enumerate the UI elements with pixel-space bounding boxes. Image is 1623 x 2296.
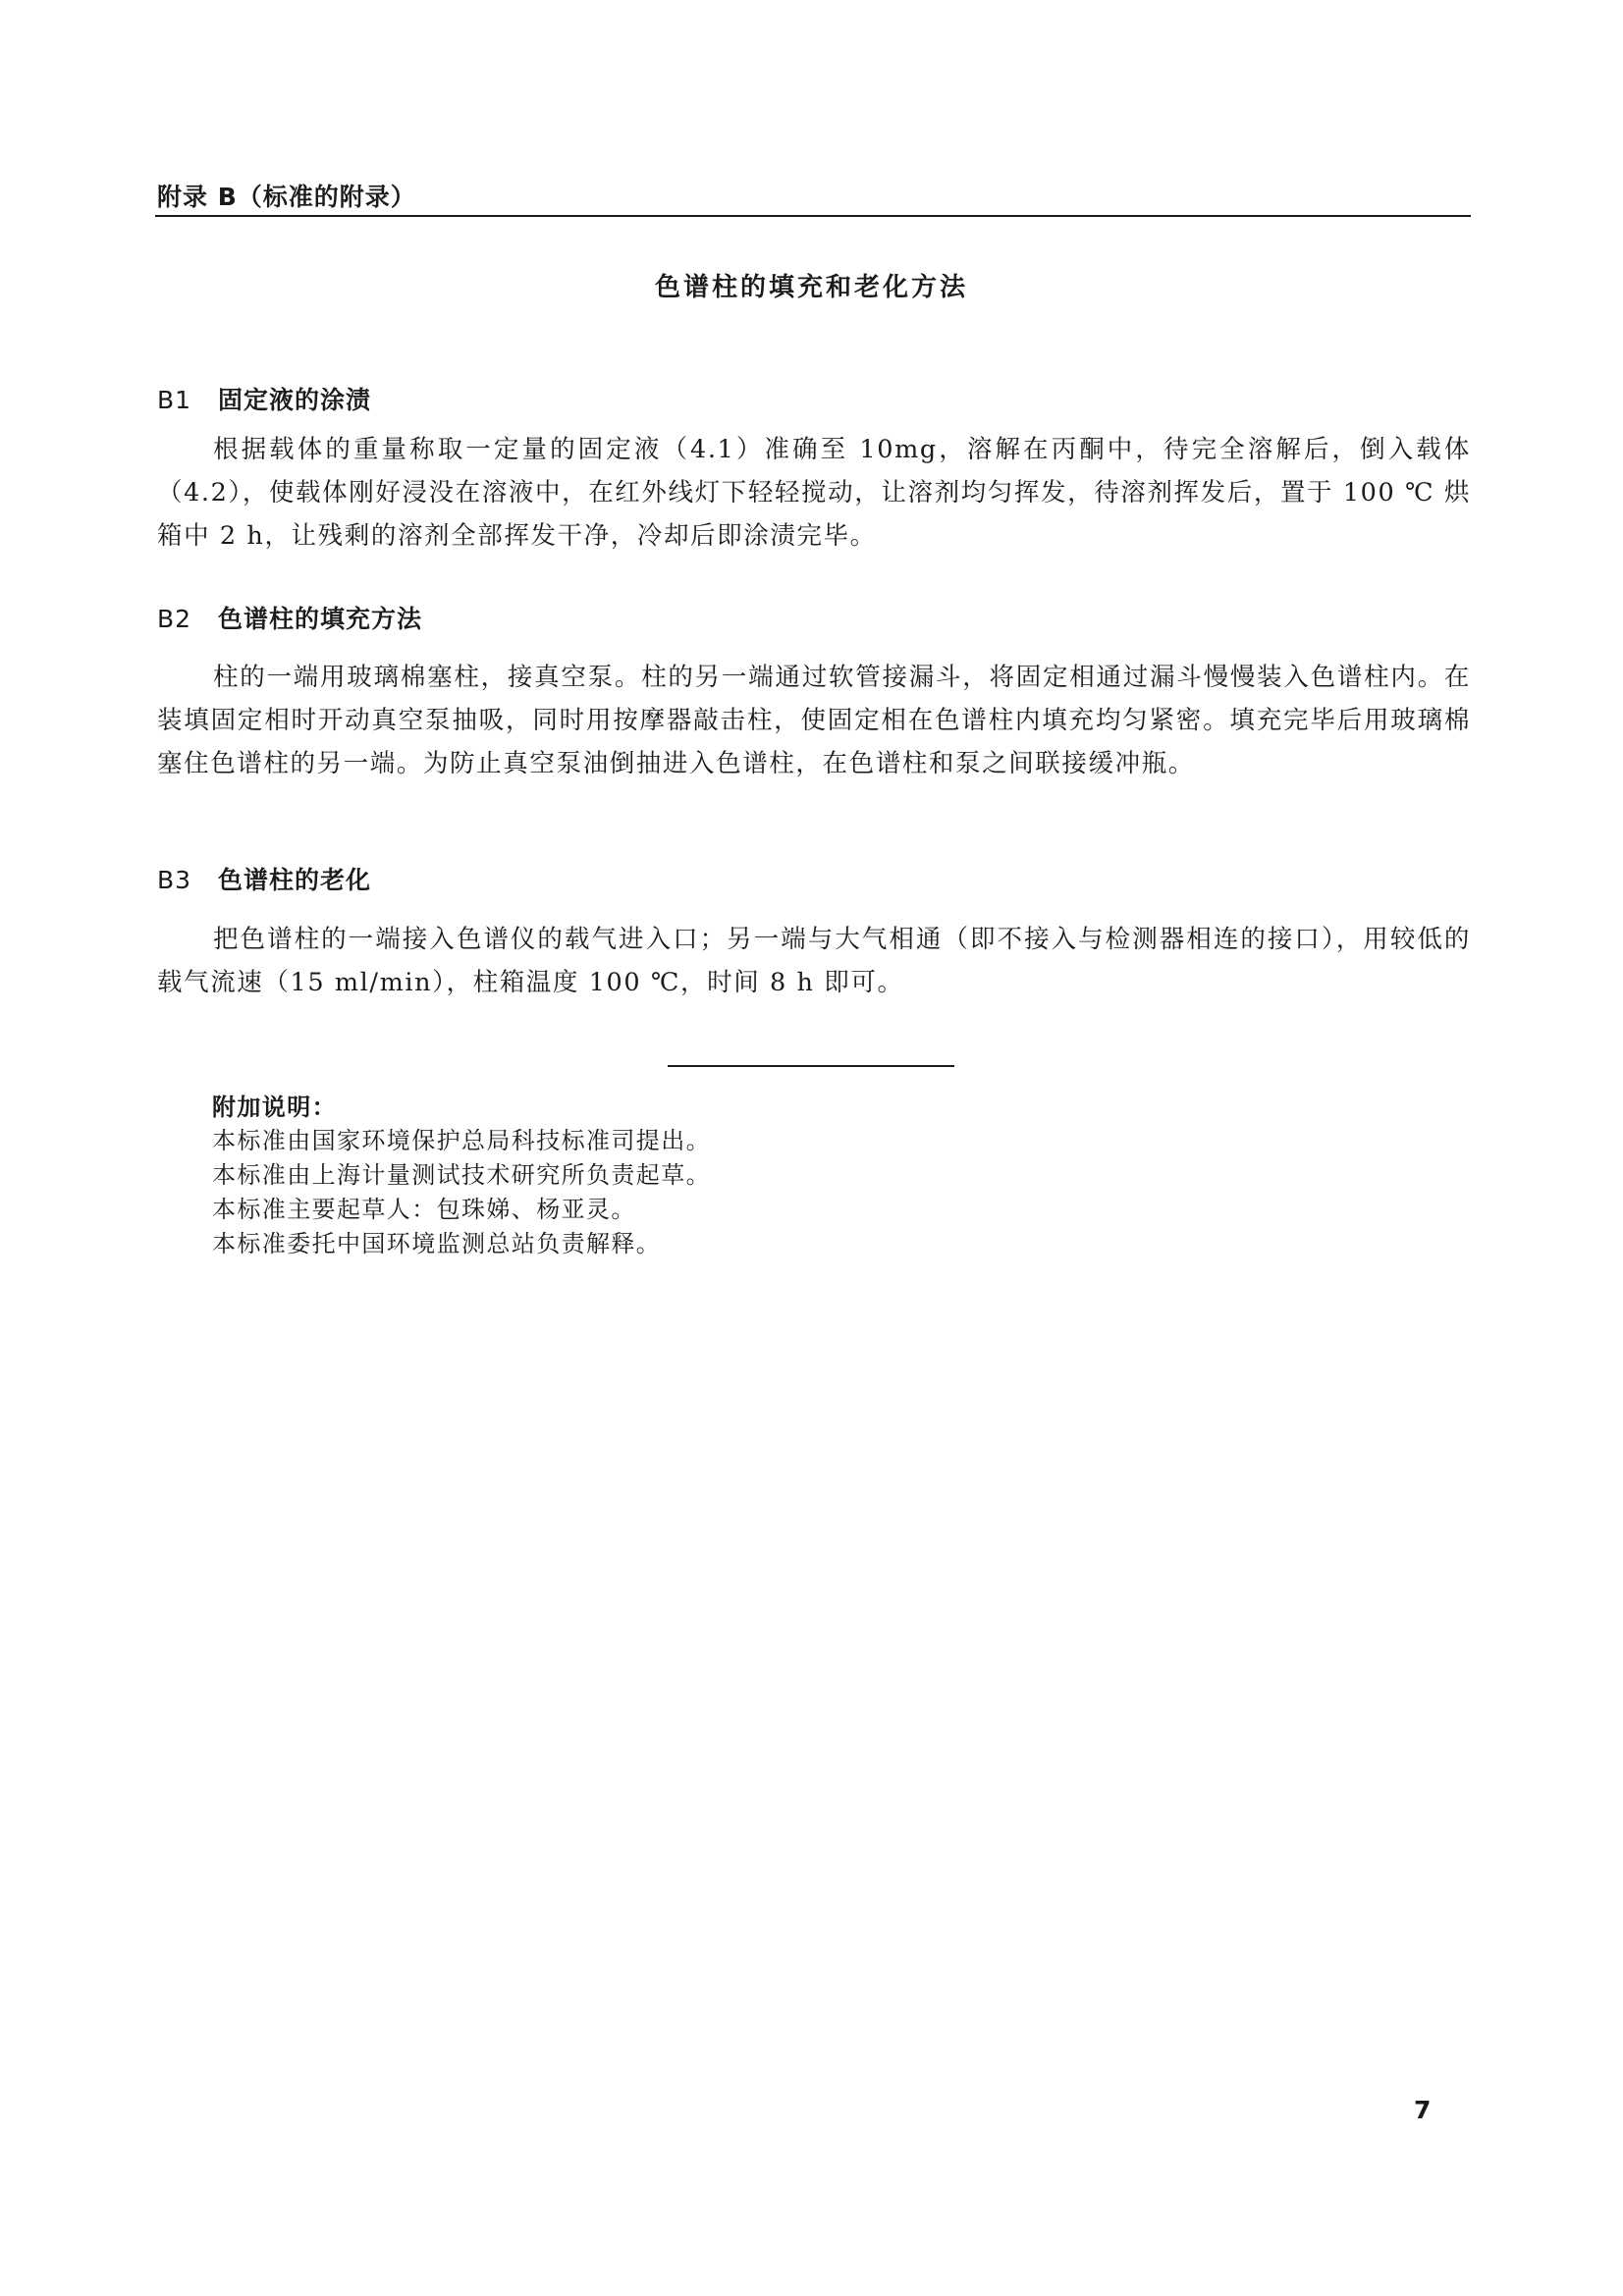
section-paragraph-b2: 柱的一端用玻璃棉塞柱，接真空泵。柱的另一端通过软管接漏斗，将固定相通过漏斗慢慢装入色谱柱内。在装填固定相时开动真空泵抽吸，同时用按摩器敲击柱，使固定相在色谱柱内填充均匀紧密。填充完毕后用玻璃棉塞住色谱柱的另一端。为防止真空泵油倒抽进入色谱柱，在色谱柱和泵之间联接缓冲瓶。 bbox=[157, 663, 1471, 778]
section-title: 色谱柱的填充方法 bbox=[218, 605, 423, 633]
additional-notes bbox=[212, 1090, 711, 1261]
appendix-label: 附录 B（标准的附录） bbox=[157, 183, 416, 211]
section-number: B3 bbox=[157, 866, 192, 894]
section-title: 固定液的涂渍 bbox=[218, 386, 372, 414]
section-paragraph-b1: 根据载体的重量称取一定量的固定液（4.1）准确至 10mg，溶解在丙酮中，待完全溶解后，倒入载体（4.2），使载体刚好浸没在溶液中，在红外线灯下轻轻搅动，让溶剂均匀挥发，待溶剂挥发后，置于 100 ℃ 烘箱中 2 h，让残剩的溶剂全部挥发干净，冷却后即涂渍完毕。 bbox=[157, 435, 1471, 551]
notes-line: 本标准主要起草人：包珠娣、杨亚灵。 bbox=[212, 1196, 636, 1223]
notes-line: 本标准由上海计量测试技术研究所负责起草。 bbox=[212, 1161, 711, 1189]
section-paragraph-b3: 把色谱柱的一端接入色谱仪的载气进入口；另一端与大气相通（即不接入与检测器相连的接口），用较低的载气流速（15 ml/min），柱箱温度 100 ℃，时间 8 h 即可。 bbox=[157, 925, 1471, 997]
section-title: 色谱柱的老化 bbox=[218, 866, 372, 894]
section-heading-b2 bbox=[157, 600, 422, 635]
notes-line: 本标准委托中国环境监测总站负责解释。 bbox=[212, 1230, 662, 1257]
page-number: 7 bbox=[1414, 2096, 1432, 2124]
section-number: B2 bbox=[157, 605, 192, 633]
section-heading-b3 bbox=[157, 861, 371, 896]
header-rule bbox=[155, 215, 1471, 217]
document-title: 色谱柱的填充和老化方法 bbox=[654, 273, 968, 302]
notes-title: 附加说明： bbox=[212, 1093, 337, 1121]
section-heading-b1 bbox=[157, 381, 371, 416]
section-number: B1 bbox=[157, 386, 192, 414]
end-of-text-rule bbox=[668, 1065, 954, 1067]
notes-line: 本标准由国家环境保护总局科技标准司提出。 bbox=[212, 1127, 711, 1154]
